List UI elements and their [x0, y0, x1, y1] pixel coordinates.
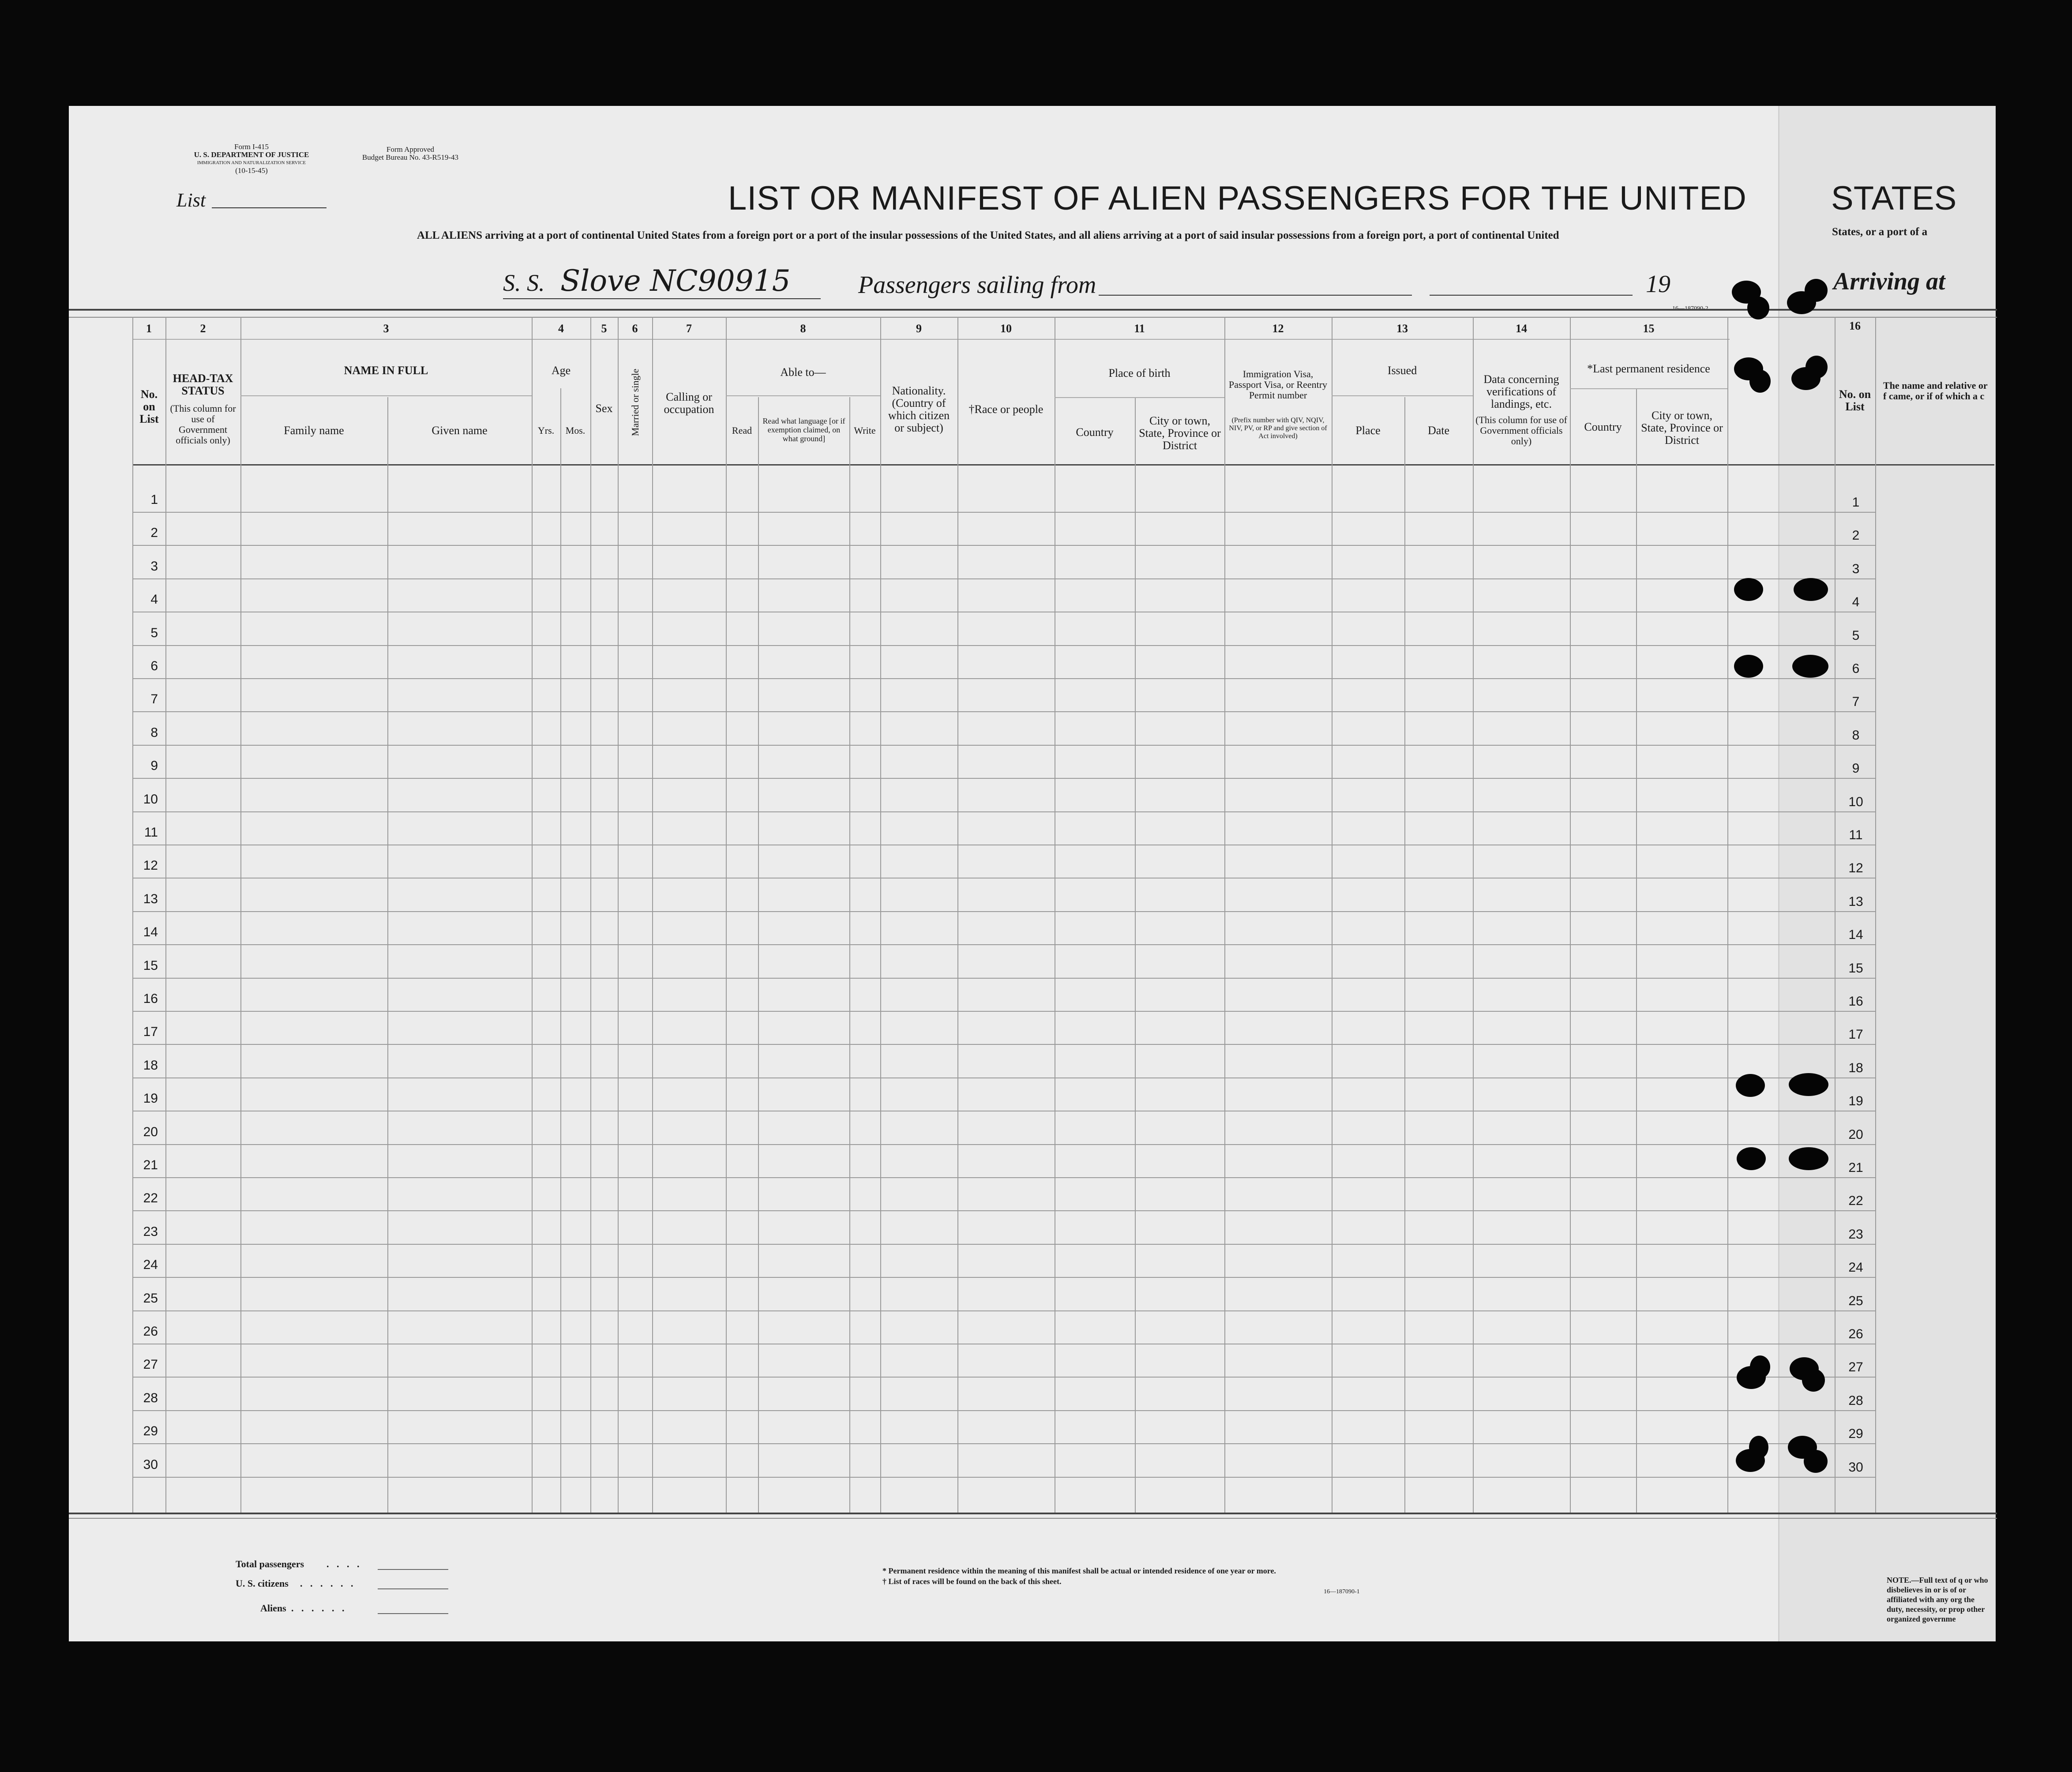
header-sex: Sex: [595, 402, 613, 415]
col-number-10: 10: [1000, 322, 1012, 335]
row-number-right: 3: [1852, 562, 1860, 576]
header-place: Place: [1355, 424, 1381, 437]
row-number: 28: [143, 1391, 158, 1405]
col-line: [1875, 317, 1876, 1513]
row-line: [132, 1443, 1875, 1444]
header-place-of-birth: Place of birth: [1108, 367, 1171, 379]
header-landings: Data concerning verifications of landings, etc.: [1483, 373, 1559, 410]
footer-note-right: NOTE.—Full text of q or who disbelieves in or is of or affiliated with any org the duty, necessity, or prop other organized governme: [1887, 1576, 1988, 1623]
row-line: [132, 1210, 1875, 1211]
ss-label: S. S.: [503, 270, 545, 296]
header-visa: Immigration Visa, Passport Visa, or Reentry Permit number: [1228, 368, 1328, 401]
header-age: Age: [551, 364, 571, 377]
subheader-line: [1570, 388, 1727, 389]
row-number: 10: [143, 792, 158, 807]
punch-hole: [1736, 1074, 1765, 1097]
header-landings-note: (This column for use of Government officials only): [1475, 414, 1567, 447]
year-prefix: 19: [1646, 270, 1670, 298]
col-number-4: 4: [558, 322, 564, 335]
col-number-3: 3: [383, 322, 389, 335]
list-label: List: [176, 189, 206, 211]
col-line: [240, 317, 241, 1513]
punch-hole: [1805, 356, 1828, 379]
row-number-right: 2: [1852, 528, 1860, 543]
col-number-1: 1: [146, 322, 152, 335]
row-line: [132, 1477, 1875, 1478]
header-yrs: Yrs.: [537, 425, 555, 436]
header-nationality: Nationality. (Country of which citizen or subject): [888, 384, 950, 434]
table-top-border-inner: [69, 317, 1997, 318]
col-line: [726, 317, 727, 1513]
row-number-right: 12: [1848, 861, 1863, 875]
row-number: 8: [150, 725, 158, 740]
row-number: 7: [150, 692, 158, 706]
row-number-right: 15: [1848, 961, 1863, 976]
header-read-language: Read what language [or if exemption claimed, on what ground]: [762, 417, 845, 443]
aliens-dots: . . . . . .: [291, 1603, 347, 1614]
budget-number: Budget Bureau No. 43-R519-43: [362, 153, 459, 161]
col-line: [532, 317, 533, 1513]
row-number: 13: [143, 892, 158, 906]
col-line: [880, 317, 881, 1513]
row-number: 15: [143, 958, 158, 973]
table-top-border: [69, 309, 1997, 311]
ship-name: Slove NC90915: [560, 264, 791, 298]
us-citizens-label: U. S. citizens: [236, 1578, 289, 1589]
col-line: [1135, 397, 1136, 1513]
col-number-15: 15: [1643, 322, 1655, 335]
col-number-9: 9: [916, 322, 922, 335]
header-head-tax-note: (This column for use of Government officials only): [170, 403, 236, 446]
punch-hole: [1737, 1147, 1766, 1170]
row-number: 25: [143, 1291, 158, 1306]
col-number-14: 14: [1516, 322, 1527, 335]
row-number-right: 4: [1852, 595, 1860, 609]
row-line: [132, 1410, 1875, 1411]
row-number-right: 8: [1852, 728, 1860, 743]
header-no-on-list: No. on List: [139, 388, 159, 425]
row-number-right: 7: [1852, 695, 1860, 709]
row-line: [132, 1144, 1875, 1145]
col-number-12: 12: [1272, 322, 1284, 335]
header-date: Date: [1427, 424, 1450, 437]
punch-hole: [1805, 279, 1828, 302]
row-line: [132, 978, 1875, 979]
header-bottom-border: [132, 464, 1994, 466]
aliens-line: [378, 1613, 448, 1614]
header-issued: Issued: [1387, 364, 1417, 377]
total-passengers-label: Total passengers: [236, 1558, 304, 1569]
header-city-town-2: City or town, State, Province or District: [1641, 409, 1723, 447]
form-info: [190, 143, 313, 175]
row-number-right: 19: [1848, 1094, 1863, 1108]
col-line: [849, 397, 850, 1513]
form-approval: [344, 146, 477, 161]
row-number-right: 27: [1848, 1360, 1863, 1374]
col-line: [758, 397, 759, 1513]
col-number-11: 11: [1134, 322, 1145, 335]
col-line: [590, 317, 591, 1513]
scan-border-right: [1997, 88, 2072, 1677]
list-line: [212, 207, 327, 208]
row-number: 24: [143, 1258, 158, 1272]
row-number: 19: [143, 1091, 158, 1106]
row-number-right: 16: [1848, 994, 1863, 1009]
header-race: †Race or people: [968, 403, 1044, 416]
col-line: [957, 317, 958, 1513]
col-line: [1224, 317, 1225, 1513]
subheader-line: [240, 395, 532, 396]
punch-hole: [1750, 1355, 1770, 1378]
row-number: 4: [150, 592, 158, 607]
row-number: 23: [143, 1224, 158, 1239]
col-number-7: 7: [686, 322, 692, 335]
row-line: [132, 778, 1875, 779]
punch-hole: [1794, 578, 1828, 601]
manifest-sheet: [69, 106, 1887, 1641]
header-given-name: Given name: [432, 424, 488, 437]
header-calling: Calling or occupation: [664, 390, 714, 416]
row-number-right: 29: [1848, 1427, 1863, 1441]
row-line: [132, 1044, 1875, 1045]
row-number: 29: [143, 1424, 158, 1438]
header-married: Married or single: [630, 368, 641, 436]
col-line: [1570, 317, 1571, 1513]
punch-hole: [1802, 1369, 1825, 1392]
subheader-line: [1055, 397, 1224, 398]
sailing-from-line: [1099, 295, 1412, 296]
col-line: [652, 317, 653, 1513]
row-number-right: 20: [1848, 1127, 1863, 1142]
row-number-right: 21: [1848, 1160, 1863, 1175]
punch-hole: [1747, 297, 1769, 319]
row-number: 20: [143, 1125, 158, 1139]
row-number: 3: [150, 559, 158, 574]
row-number-right: 18: [1848, 1061, 1863, 1075]
table-bottom-border-inner: [69, 1518, 1997, 1519]
ship-name-line: [503, 298, 821, 299]
subheader-line: [726, 395, 880, 396]
header-country-2: Country: [1584, 420, 1622, 433]
row-line: [132, 911, 1875, 912]
approved-label: Form Approved: [386, 145, 435, 154]
subheader-line: [1332, 395, 1473, 396]
punch-hole: [1749, 1436, 1768, 1459]
manifest-sheet-right-page: [1778, 106, 1996, 1641]
sailing-date-line: [1430, 295, 1633, 296]
row-number: 6: [150, 659, 158, 673]
row-line: [132, 1177, 1875, 1178]
row-number-right: 14: [1848, 927, 1863, 942]
row-line: [132, 578, 1875, 579]
row-number-right: 23: [1848, 1227, 1863, 1242]
row-number: 14: [143, 925, 158, 939]
col-line: [1404, 397, 1405, 1513]
row-number: 12: [143, 858, 158, 873]
arriving-label: Arriving at: [1833, 268, 1945, 295]
punch-hole: [1734, 655, 1763, 678]
col-line: [1473, 317, 1474, 1513]
row-number-right: 9: [1852, 761, 1860, 776]
subtitle: ALL ALIENS arriving at a port of continental United States from a foreign port or a port of the insular possessions of the United States, and all aliens arriving at a port of said insular possessions from a foreign port, a port of continental United: [417, 229, 1559, 241]
row-number-right: 17: [1848, 1027, 1863, 1042]
header-name-in-full: NAME IN FULL: [344, 364, 428, 377]
col-number-8: 8: [800, 322, 806, 335]
row-line: [132, 1244, 1875, 1245]
col-line: [1835, 317, 1836, 1513]
row-line: [132, 545, 1875, 546]
row-line: [132, 1011, 1875, 1012]
row-line: [132, 1310, 1875, 1311]
row-number-right: 30: [1848, 1460, 1863, 1475]
footnote-residence: * Permanent residence within the meaning of this manifest shall be actual or intended residence of one year or more.: [882, 1566, 1276, 1575]
col-number-13: 13: [1396, 322, 1408, 335]
row-line: [132, 811, 1875, 812]
punch-hole: [1792, 655, 1828, 678]
row-number: 5: [150, 626, 158, 640]
col-line: [165, 317, 166, 1513]
table-bottom-border: [69, 1513, 1997, 1514]
page-title-continued: STATES: [1831, 180, 1957, 217]
row-line: [132, 944, 1875, 945]
total-passengers-dots: . . . .: [327, 1558, 362, 1569]
row-number: 17: [143, 1025, 158, 1039]
col-number-2: 2: [200, 322, 206, 335]
row-number: 18: [143, 1058, 158, 1073]
col-line: [1727, 317, 1728, 1513]
header-last-residence: *Last permanent residence: [1587, 362, 1710, 375]
us-citizens-line: [378, 1588, 448, 1589]
punch-hole: [1749, 370, 1771, 393]
row-line: [132, 1277, 1875, 1278]
header-read: Read: [732, 425, 752, 436]
row-number: 21: [143, 1158, 158, 1172]
row-number-right: 24: [1848, 1260, 1863, 1275]
row-number: 22: [143, 1191, 158, 1205]
row-line: [132, 512, 1875, 513]
row-number: 16: [143, 991, 158, 1006]
row-number-right: 11: [1849, 828, 1863, 842]
col-number-16: 16: [1849, 319, 1861, 332]
header-family-name: Family name: [284, 424, 344, 437]
header-no-on-list-right: No. on List: [1839, 388, 1871, 413]
col-line: [387, 397, 388, 1513]
row-number-right: 25: [1848, 1294, 1863, 1308]
header-country: Country: [1076, 426, 1114, 439]
col-number-5: 5: [601, 322, 607, 335]
header-city-town: City or town, State, Province or District: [1139, 414, 1221, 452]
row-number: 30: [143, 1457, 158, 1472]
total-passengers-line: [378, 1569, 448, 1570]
row-number-right: 13: [1848, 894, 1863, 909]
row-number-right: 22: [1848, 1194, 1863, 1208]
header-visa-note: (Prefix number with QIV, NQIV, NIV, PV, or RP and give section of Act involved): [1229, 417, 1327, 440]
footnote-races: † List of races will be found on the back of this sheet.: [882, 1577, 1062, 1586]
edition: (10-15-45): [235, 166, 268, 175]
row-line: [132, 645, 1875, 646]
row-line: [132, 1077, 1875, 1078]
row-line: [132, 711, 1875, 712]
row-number: 2: [150, 526, 158, 540]
subtitle-continued: States, or a port of a: [1832, 226, 1928, 238]
row-number: 26: [143, 1324, 158, 1339]
service: IMMIGRATION AND NATURALIZATION SERVICE: [197, 160, 306, 165]
row-number: 27: [143, 1357, 158, 1372]
row-number: 11: [144, 825, 158, 840]
us-citizens-dots: . . . . . .: [300, 1578, 356, 1589]
row-number: 1: [150, 492, 158, 507]
row-line: [132, 1377, 1875, 1378]
punch-hole: [1789, 1147, 1828, 1170]
header-head-tax: HEAD-TAX STATUS: [173, 372, 233, 397]
punch-hole: [1789, 1073, 1828, 1096]
row-number-right: 6: [1852, 661, 1860, 676]
sailing-label: Passengers sailing from: [858, 271, 1096, 299]
row-number-right: 5: [1852, 628, 1860, 643]
row-number-right: 1: [1852, 495, 1860, 510]
header-able-to: Able to—: [780, 366, 826, 379]
row-number: 9: [150, 758, 158, 773]
col-line: [1332, 317, 1333, 1513]
punch-hole: [1804, 1450, 1828, 1473]
row-number-right: 26: [1848, 1327, 1863, 1341]
column-number-row-line: [132, 339, 1730, 340]
department: U. S. DEPARTMENT OF JUSTICE: [194, 150, 309, 159]
row-number-right: 28: [1848, 1393, 1863, 1408]
row-line: [132, 745, 1875, 746]
form-number: Form I-415: [234, 143, 269, 151]
col-number-6: 6: [632, 322, 638, 335]
footer-print-code: 16—187090-1: [1324, 1588, 1360, 1595]
header-mos: Mos.: [565, 425, 586, 436]
header-relative-right: The name and relative or f came, or if of which a c: [1883, 380, 1988, 402]
punch-hole: [1734, 578, 1763, 601]
header-write: Write: [854, 425, 876, 436]
row-number-right: 10: [1848, 795, 1863, 809]
col-line: [618, 317, 619, 1513]
row-line: [132, 678, 1875, 679]
page-title: LIST OR MANIFEST OF ALIEN PASSENGERS FOR THE UNITED: [728, 180, 1747, 217]
aliens-label: Aliens: [260, 1603, 286, 1614]
